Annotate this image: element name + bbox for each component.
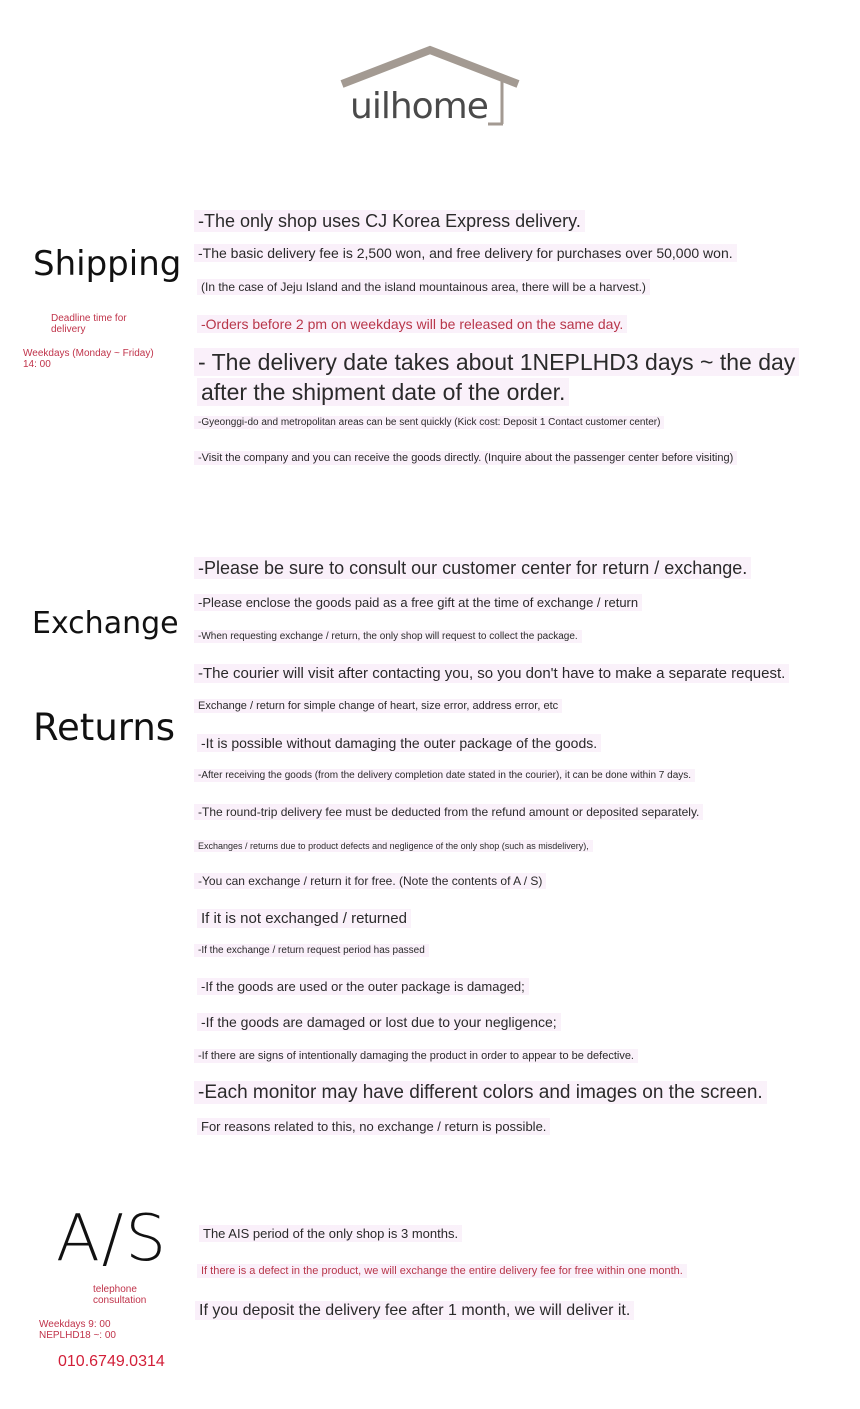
exchange-line: -If the goods are used or the outer package is damaged;	[197, 979, 529, 994]
shipping-heading: Shipping	[33, 244, 182, 284]
shipping-line: -The only shop uses CJ Korea Express delivery.	[194, 211, 585, 232]
as-line: The AIS period of the only shop is 3 months.	[199, 1226, 462, 1241]
shipping-line: after the shipment date of the order.	[197, 379, 569, 406]
exchange-line: -The round-trip delivery fee must be deducted from the refund amount or deposited separately.	[194, 805, 703, 819]
exchange-line: For reasons related to this, no exchange / return is possible.	[197, 1119, 550, 1134]
exchange-line: -After receiving the goods (from the delivery completion date stated in the courier), it can be done within 7 days.	[194, 770, 695, 781]
exchange-line: -Please be sure to consult our customer center for return / exchange.	[194, 558, 751, 579]
as-line: If there is a defect in the product, we will exchange the entire delivery fee for free within one month.	[197, 1265, 687, 1277]
phone-number[interactable]: 010.6749.0314	[58, 1353, 165, 1370]
exchange-line: -It is possible without damaging the outer package of the goods.	[197, 735, 601, 751]
exchange-line: -The courier will visit after contacting you, so you don't have to make a separate request.	[194, 665, 789, 682]
exchange-line: -You can exchange / return it for free. (Note the contents of A / S)	[194, 874, 546, 888]
exchange-line: -If the goods are damaged or lost due to your negligence;	[197, 1014, 561, 1030]
exchange-line: Exchanges / returns due to product defects and negligence of the only shop (such as misdelivery),	[194, 841, 593, 851]
shipping-line: (In the case of Jeju Island and the island mountainous area, there will be a harvest.)	[197, 280, 650, 294]
exchange-line: -Please enclose the goods paid as a free gift at the time of exchange / return	[194, 595, 642, 610]
shipping-line: -Visit the company and you can receive the goods directly. (Inquire about the passenger center before visiting)	[194, 452, 737, 464]
exchange-line: -If there are signs of intentionally damaging the product in order to appear to be defective.	[194, 1050, 638, 1062]
shipping-line: - The delivery date takes about 1NEPLHD3 days ~ the day	[194, 349, 799, 376]
returns-heading: Returns	[33, 706, 176, 749]
exchange-line: -When requesting exchange / return, the only shop will request to collect the package.	[194, 631, 582, 642]
shipping-line: -The basic delivery fee is 2,500 won, and free delivery for purchases over 50,000 won.	[194, 245, 737, 261]
shipping-line: -Gyeonggi-do and metropolitan areas can be sent quickly (Kick cost: Deposit 1 Contact customer center)	[194, 417, 664, 428]
shipping-line: -Orders before 2 pm on weekdays will be released on the same day.	[197, 316, 627, 332]
telephone-consultation-label: telephone consultation	[93, 1284, 147, 1306]
as-heading: A/S	[56, 1202, 168, 1276]
exchange-line: If it is not exchanged / returned	[197, 910, 411, 927]
consultation-hours: Weekdays 9: 00 NEPLHD18 ~: 00	[39, 1319, 116, 1341]
deadline-label: Deadline time for delivery	[51, 313, 127, 335]
logo-text: uilhome	[350, 86, 488, 127]
exchange-line: Exchange / return for simple change of heart, size error, address error, etc	[194, 700, 562, 712]
deadline-time: Weekdays (Monday ~ Friday) 14: 00	[23, 348, 154, 370]
exchange-line: -Each monitor may have different colors and images on the screen.	[194, 1082, 767, 1104]
as-line: If you deposit the delivery fee after 1 month, we will deliver it.	[195, 1302, 634, 1320]
exchange-heading: Exchange	[32, 606, 179, 641]
brand-logo	[338, 44, 524, 130]
exchange-line: -If the exchange / return request period has passed	[194, 945, 429, 956]
